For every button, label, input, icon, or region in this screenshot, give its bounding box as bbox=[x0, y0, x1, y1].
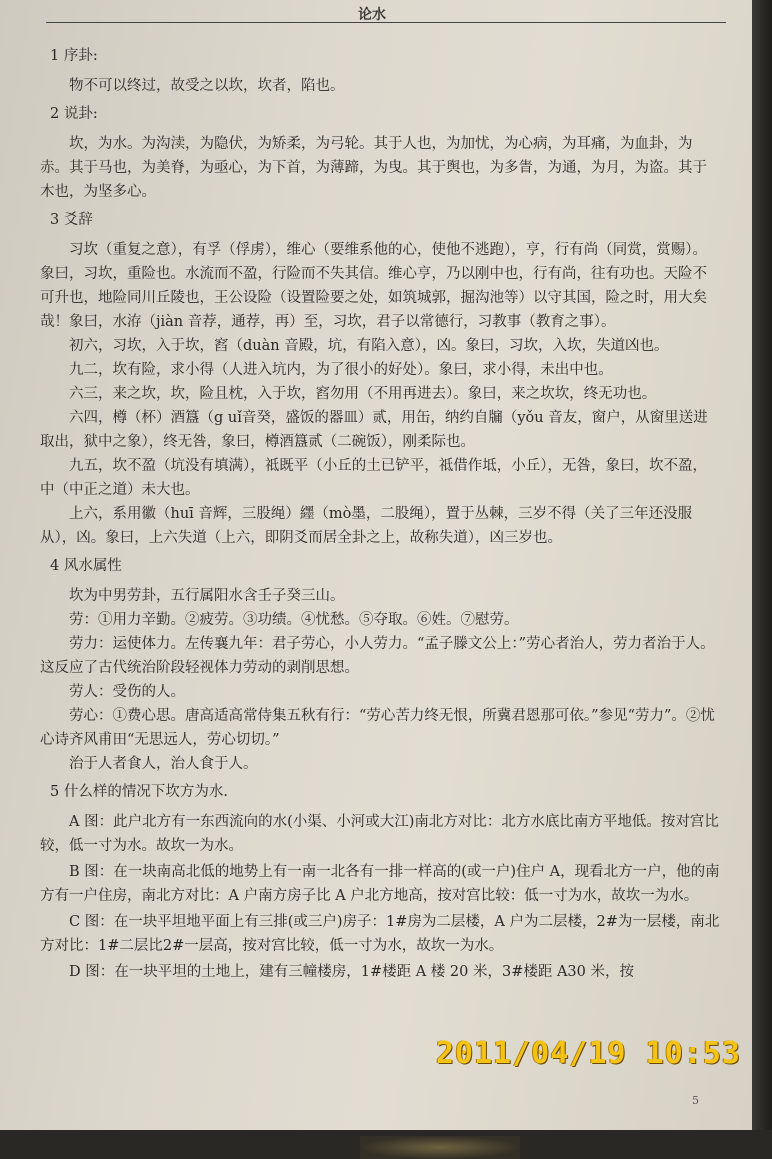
paragraph: 物不可以终过，故受之以坎，坎者，陷也。 bbox=[69, 78, 345, 94]
paragraph: 九五，坎不盈（坑没有填满），祗既平（小丘的土已铲平，祗借作坻，小丘），无咎，象曰，坎不盈，中（中正之道）未大也。 bbox=[40, 458, 707, 498]
paragraph: D 图：在一块平坦的土地上，建有三幢楼房，1#楼距 A 楼 20 米，3#楼距 A30 米，按 bbox=[69, 964, 634, 980]
paragraph: 习坎（重复之意），有孚（俘虏），维心（要维系他的心，使他不逃跑），亨，行有尚（同赏，赏赐）。象曰，习坎，重险也。水流而不盈，行险而不失其信。维心亨，乃以刚中也，行有尚，往有功也。天险不可升也，地险同川丘陵也，王公设险（设置险要之处，如筑城郭，掘沟池等）以守其国，险之时，用大矣哉！象曰，水洊（jiàn 音荐，通荐，再）至，习坎，君子以常德行，习教事（教育之事）。 bbox=[40, 242, 707, 330]
section-heading: 4 风水属性 bbox=[50, 558, 122, 574]
paragraph: 上六，系用徽（huī 音辉，三股绳）纆（mò墨，二股绳），置于丛棘，三岁不得（关了三年还没服从），凶。象曰，上六失道（上六，即阴爻而居全卦之上，故称失道），凶三岁也。 bbox=[40, 506, 693, 546]
paragraph: 劳：①用力辛勤。②疲劳。③功绩。④忧愁。⑤夺取。⑥姓。⑦慰劳。 bbox=[69, 612, 519, 628]
book-edge-shadow bbox=[752, 0, 772, 1130]
running-header-title: 论水 bbox=[358, 7, 386, 23]
paragraph: 劳心：①费心思。唐高适高常侍集五秋有行：“劳心苦力终无恨，所冀君恩那可依。”参见“劳力”。②忧心诗齐风甫田“无思远人，劳心切切。” bbox=[40, 708, 715, 748]
background-surface bbox=[0, 1130, 772, 1159]
background-glow bbox=[360, 1136, 520, 1159]
page-number: 5 bbox=[692, 1094, 699, 1107]
paragraph: 六四，樽（杯）酒簋（g uǐ音癸，盛饭的器皿）贰，用缶，纳约自牖（yǒu 音友，窗户，从窗里送进取出，狱中之象），终无咎，象曰，樽酒簋贰（二碗饭），刚柔际也。 bbox=[40, 410, 708, 450]
section-heading: 5 什么样的情况下坎方为水. bbox=[50, 784, 228, 800]
header-rule bbox=[46, 22, 726, 23]
paragraph: 坎，为水。为沟渎，为隐伏，为矫柔，为弓轮。其于人也，为加忧，为心病，为耳痛，为血卦，为赤。其于马也，为美脊，为亟心，为下首，为薄蹄，为曳。其于舆也，为多眚，为通，为月，为盗。其于木也，为坚多心。 bbox=[40, 136, 707, 200]
paragraph: 坎为中男劳卦，五行属阳水含壬子癸三山。 bbox=[69, 588, 345, 604]
paragraph: A 图：此户北方有一东西流向的水(小渠、小河或大江)南北方对比：北方水底比南方平地低。按对宫比较，低一寸为水。故坎一为水。 bbox=[40, 814, 719, 854]
paragraph: 初六，习坎，入于坎，窞（duàn 音殿，坑，有陷入意），凶。象曰，习坎，入坎，失道凶也。 bbox=[69, 338, 669, 354]
paragraph: 劳力：运使体力。左传襄九年：君子劳心，小人劳力。“孟子滕文公上：”劳心者治人，劳力者治于人。这反应了古代统治阶段轻视体力劳动的剥削思想。 bbox=[40, 636, 715, 676]
paragraph: B 图：在一块南高北低的地势上有一南一北各有一排一样高的(或一户)住户 A，现看北方一户，他的南方有一户住房，南北方对比：A 户南方房子比 A 户北方地高，按对宫比较：低一寸为水，故坎一为水。 bbox=[40, 864, 720, 904]
paragraph: 九二，坎有险，求小得（人进入坑内，为了很小的好处）。象曰，求小得，未出中也。 bbox=[69, 362, 613, 378]
paragraph: C 图：在一块平坦地平面上有三排(或三户)房子：1#房为二层楼，A 户为二层楼，2#为一层楼，南北方对比：1#二层比2#一层高，按对宫比较，低一寸为水，故坎一为水。 bbox=[40, 914, 720, 954]
paragraph: 劳人：受伤的人。 bbox=[69, 684, 185, 700]
section-heading: 1 序卦: bbox=[50, 48, 98, 64]
section-heading: 3 爻辞 bbox=[50, 212, 93, 228]
photo-timestamp: 2011/04/19 10:53 bbox=[436, 1036, 741, 1071]
paragraph: 治于人者食人，治人食于人。 bbox=[69, 756, 258, 772]
body-text bbox=[40, 40, 720, 984]
section-heading: 2 说卦: bbox=[50, 106, 98, 122]
paragraph: 六三，来之坎，坎，险且枕，入于坎，窞勿用（不用再进去）。象曰，来之坎坎，终无功也。 bbox=[69, 386, 657, 402]
